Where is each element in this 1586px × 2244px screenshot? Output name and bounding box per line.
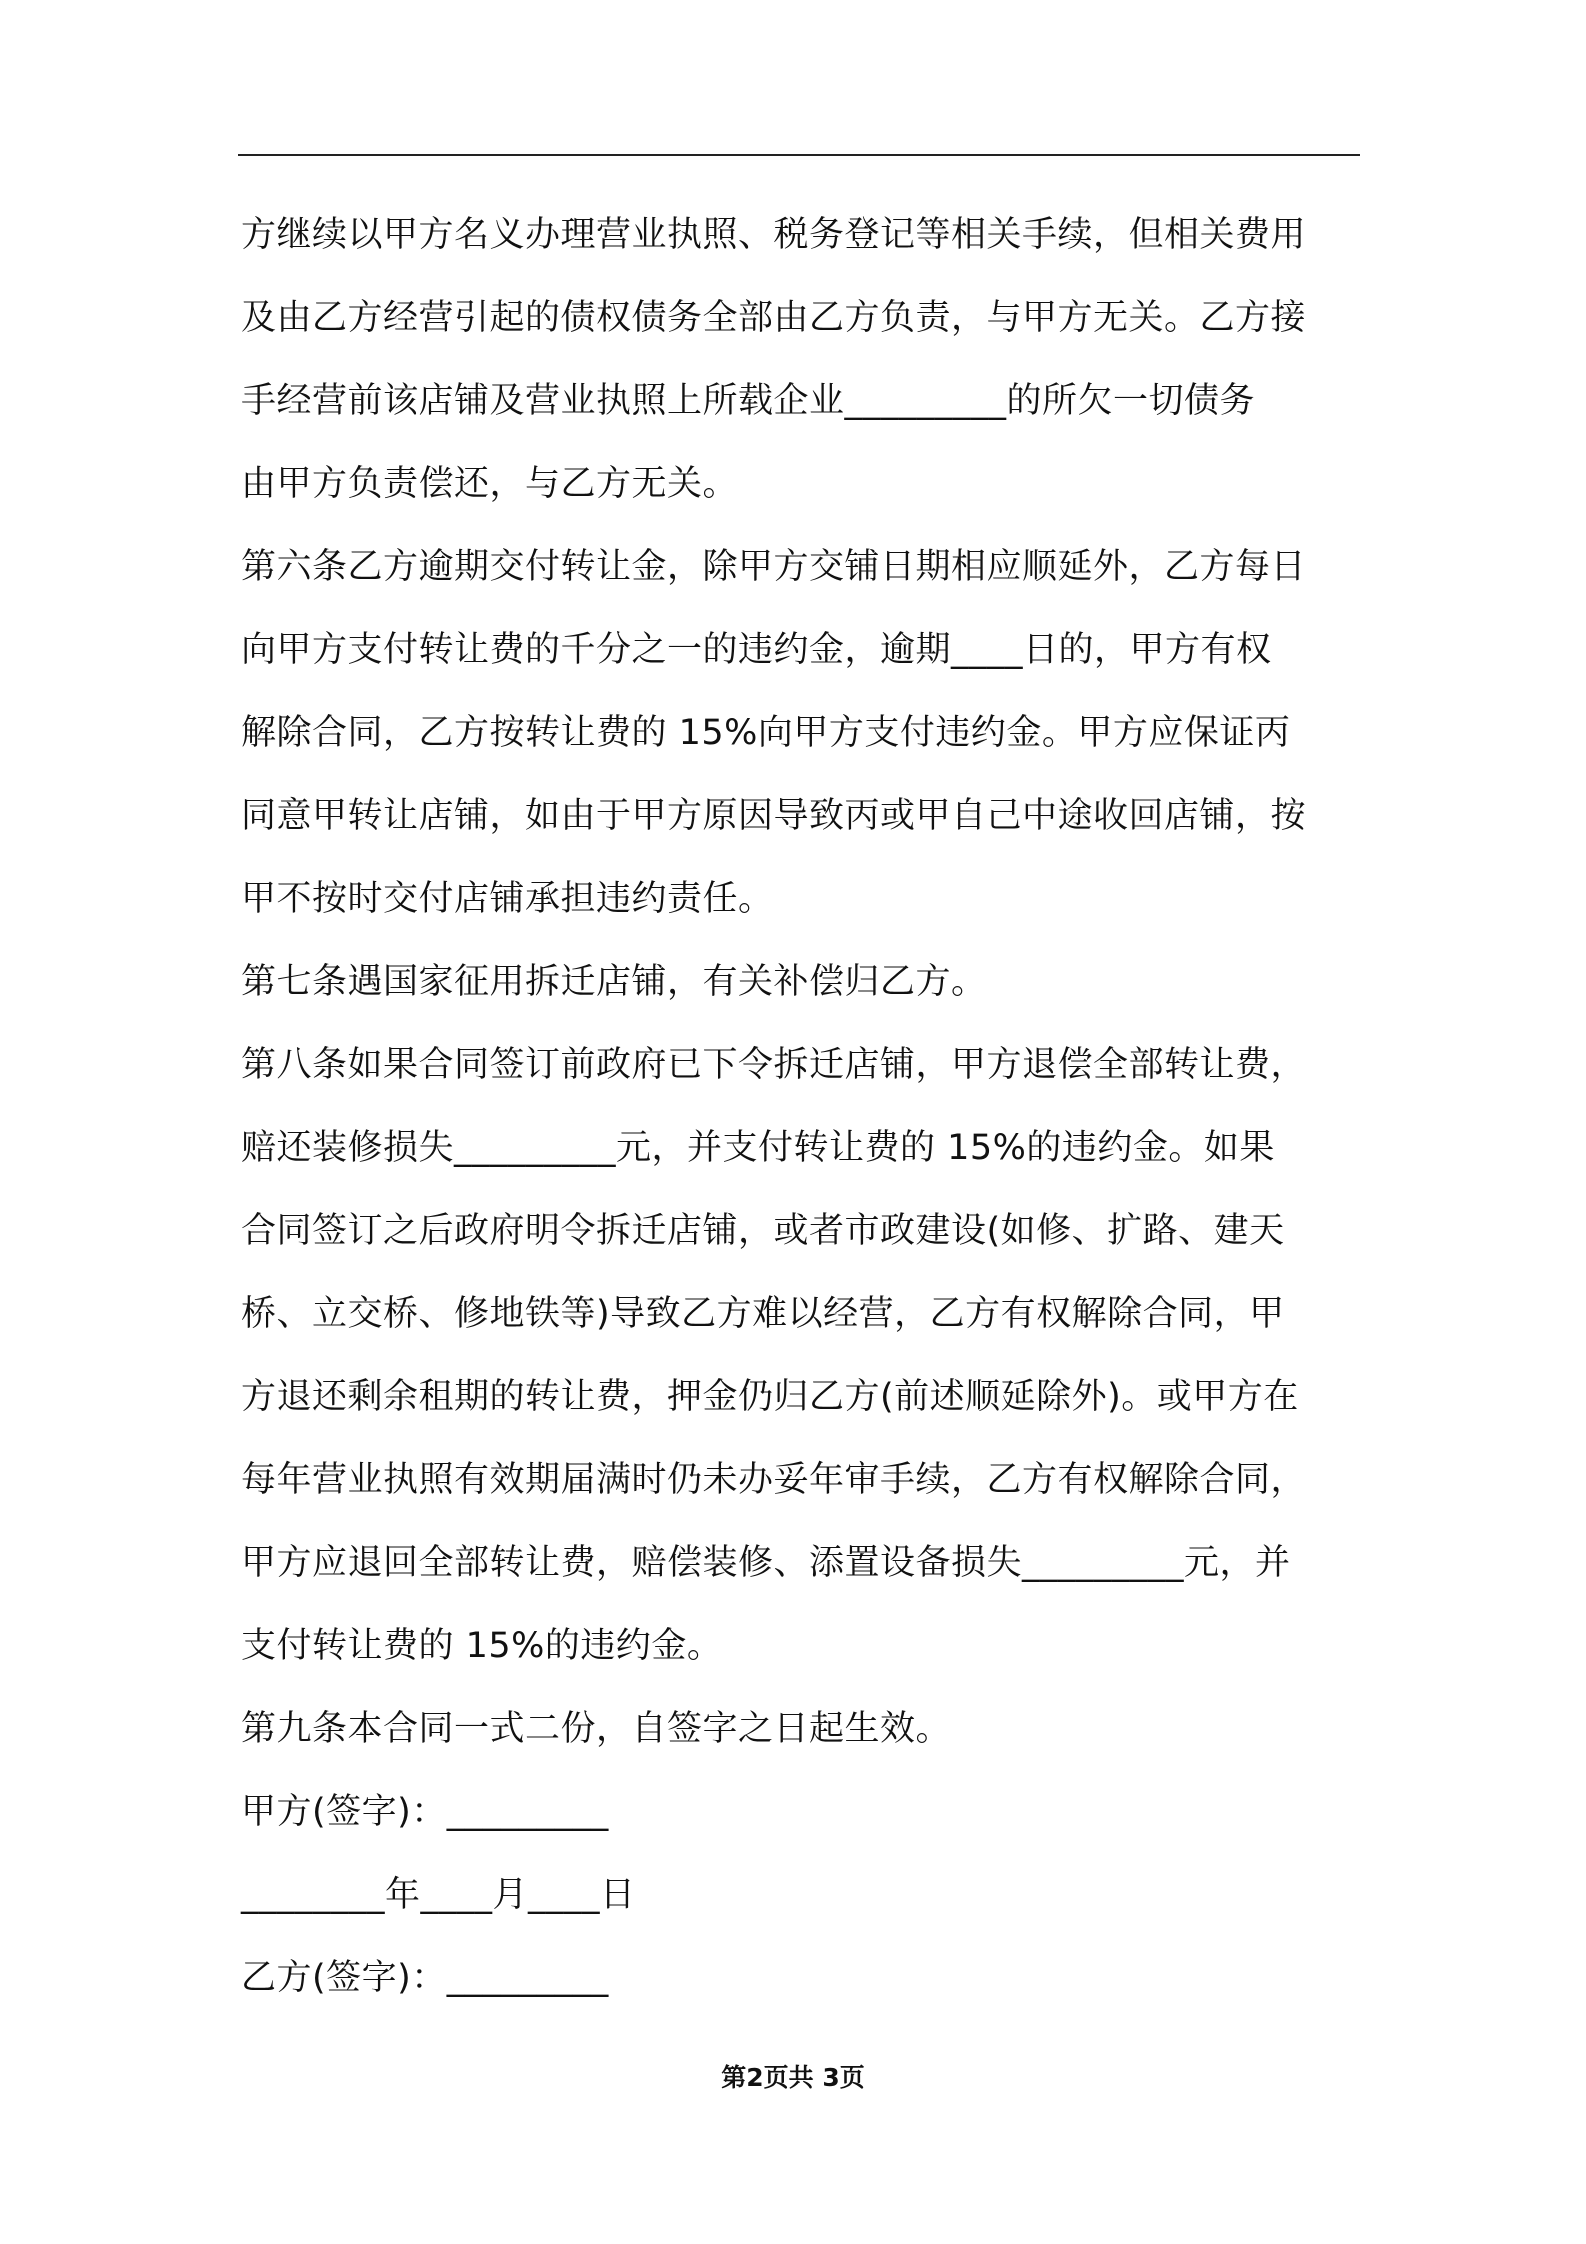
- text-line: 向甲方支付转让费的千分之一的违约金，逾期____日的，甲方有权: [241, 630, 1272, 670]
- party-b-signature-line: 乙方(签字)：_________: [241, 1958, 609, 1998]
- text-line: 甲方应退回全部转让费，赔偿装修、添置设备损失_________元，并: [241, 1543, 1291, 1583]
- date-line: ________年____月____日: [241, 1875, 636, 1915]
- text-line: 桥、立交桥、修地铁等)导致乙方难以经营，乙方有权解除合同，甲: [241, 1294, 1285, 1334]
- text-line: 合同签订之后政府明令拆迁店铺，或者市政建设(如修、扩路、建天: [241, 1211, 1285, 1251]
- text-line: 及由乙方经营引起的债权债务全部由乙方负责，与甲方无关。乙方接: [241, 298, 1307, 338]
- document-body: [241, 194, 1361, 2020]
- article-7-line: 第七条遇国家征用拆迁店铺，有关补偿归乙方。: [241, 962, 987, 1002]
- text-line: 解除合同，乙方按转让费的 15%向甲方支付违约金。甲方应保证丙: [241, 713, 1291, 753]
- page-number: 第2页共 3页: [721, 2063, 865, 2092]
- article-6-line: 第六条乙方逾期交付转让金，除甲方交铺日期相应顺延外，乙方每日: [241, 547, 1307, 587]
- article-9-line: 第九条本合同一式二份，自签字之日起生效。: [241, 1709, 952, 1749]
- text-line: 甲不按时交付店铺承担违约责任。: [241, 879, 774, 919]
- text-line: 同意甲转让店铺，如由于甲方原因导致丙或甲自己中途收回店铺，按: [241, 796, 1307, 836]
- text-line: 每年营业执照有效期届满时仍未办妥年审手续，乙方有权解除合同，: [241, 1460, 1307, 1500]
- text-line: 方继续以甲方名义办理营业执照、税务登记等相关手续，但相关费用: [241, 215, 1307, 255]
- party-a-signature-line: 甲方(签字)：_________: [241, 1792, 609, 1832]
- text-line: 手经营前该店铺及营业执照上所载企业_________的所欠一切债务: [241, 381, 1256, 421]
- header-rule: [238, 154, 1360, 156]
- text-line: 赔还装修损失_________元，并支付转让费的 15%的违约金。如果: [241, 1128, 1275, 1168]
- text-line: 支付转让费的 15%的违约金。: [241, 1626, 723, 1666]
- article-8-line: 第八条如果合同签订前政府已下令拆迁店铺，甲方退偿全部转让费，: [241, 1045, 1307, 1085]
- text-line: 由甲方负责偿还，与乙方无关。: [241, 464, 739, 504]
- text-line: 方退还剩余租期的转让费，押金仍归乙方(前述顺延除外)。或甲方在: [241, 1377, 1299, 1417]
